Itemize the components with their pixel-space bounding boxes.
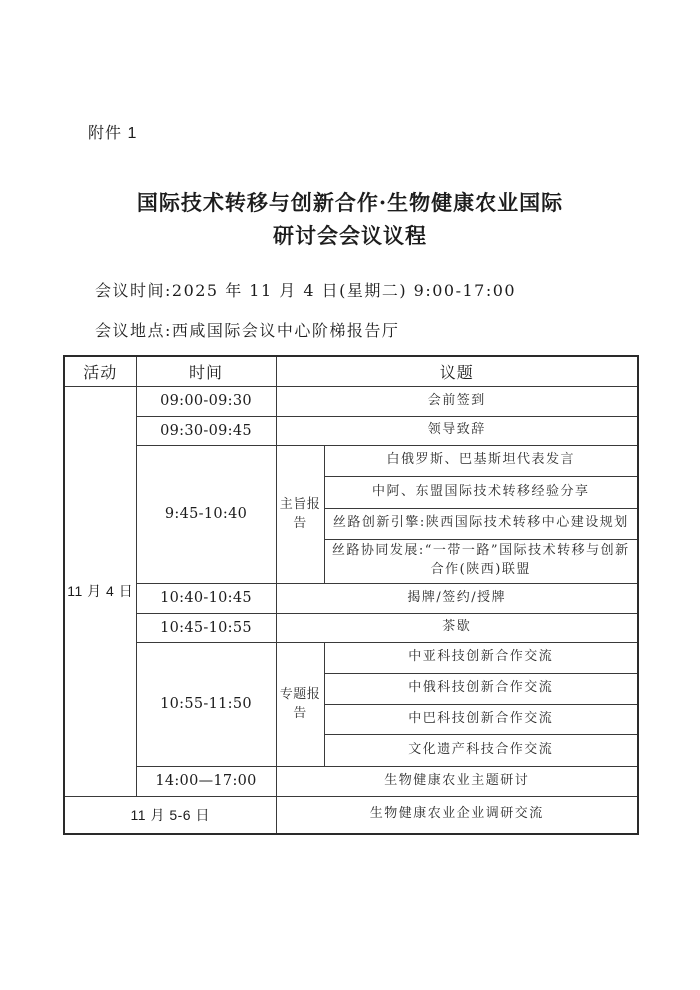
- time-cell-keynote: 9:45-10:40: [136, 445, 276, 583]
- date-cell-nov4: 11 月 4 日: [64, 386, 136, 796]
- date-cell-nov5-6: 11 月 5-6 日: [64, 796, 276, 834]
- table-row: [64, 642, 638, 673]
- agenda-table: [63, 355, 639, 835]
- topic-cell: 中阿、东盟国际技术转移经验分享: [324, 476, 638, 508]
- time-cell: 09:00-09:30: [136, 386, 276, 416]
- col-header-activity: 活动: [64, 356, 136, 386]
- topic-cell: 中俄科技创新合作交流: [324, 673, 638, 704]
- col-header-topic: 议题: [276, 356, 638, 386]
- topic-cell: 丝路协同发展:“一带一路”国际技术转移与创新合作(陕西)联盟: [324, 539, 638, 583]
- topic-cell: 揭牌/签约/授牌: [276, 583, 638, 613]
- topic-cell: 中巴科技创新合作交流: [324, 704, 638, 734]
- table-row: [64, 796, 638, 834]
- topic-cell: 生物健康农业主题研讨: [276, 766, 638, 796]
- time-cell: 14:00—17:00: [136, 766, 276, 796]
- table-header-row: [64, 356, 638, 386]
- topic-cell: 茶歇: [276, 613, 638, 642]
- document-title-line1: 国际技术转移与创新合作·生物健康农业国际: [136, 190, 564, 215]
- topic-cell: 生物健康农业企业调研交流: [276, 796, 638, 834]
- group-label-keynote: 主旨报告: [276, 445, 324, 583]
- meeting-time-line: 会议时间:2025 年 11 月 4 日(星期二) 9:00-17:00: [95, 281, 517, 300]
- time-cell-special: 10:55-11:50: [136, 642, 276, 766]
- group-label-special: 专题报告: [276, 642, 324, 766]
- time-cell: 10:40-10:45: [136, 583, 276, 613]
- topic-cell: 中亚科技创新合作交流: [324, 642, 638, 673]
- document-title: [0, 186, 700, 252]
- attachment-label: 附件 1: [88, 125, 138, 142]
- time-cell: 10:45-10:55: [136, 613, 276, 642]
- topic-cell: 白俄罗斯、巴基斯坦代表发言: [324, 445, 638, 476]
- table-row: [64, 386, 638, 416]
- time-cell: 09:30-09:45: [136, 416, 276, 445]
- topic-cell: 文化遗产科技合作交流: [324, 734, 638, 766]
- document-title-line2: 研讨会会议议程: [273, 223, 427, 248]
- table-row: [64, 416, 638, 445]
- topic-cell: 会前签到: [276, 386, 638, 416]
- table-row: [64, 766, 638, 796]
- topic-cell: 领导致辞: [276, 416, 638, 445]
- table-row: [64, 445, 638, 476]
- table-row: [64, 613, 638, 642]
- table-row: [64, 583, 638, 613]
- topic-cell: 丝路创新引擎:陕西国际技术转移中心建设规划: [324, 508, 638, 539]
- col-header-time: 时间: [136, 356, 276, 386]
- meeting-place-line: 会议地点:西咸国际会议中心阶梯报告厅: [95, 321, 400, 340]
